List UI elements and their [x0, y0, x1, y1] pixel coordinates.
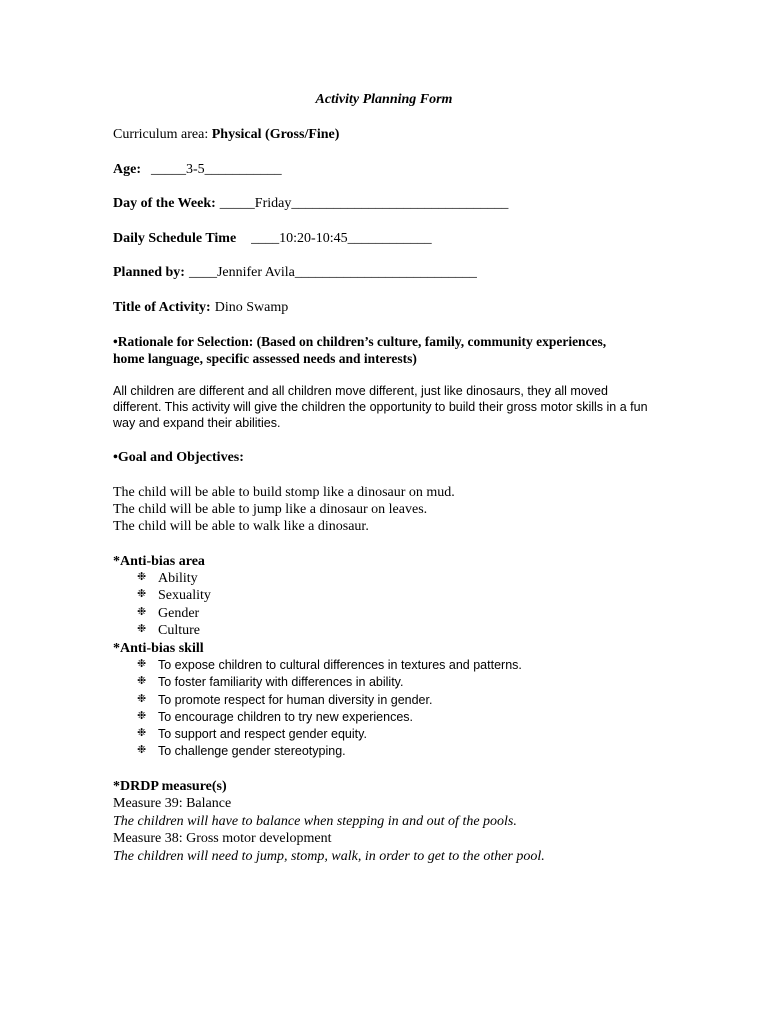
- list-item: ❉ Sexuality: [137, 588, 211, 604]
- list-item: ❉ To challenge gender stereotyping.: [137, 744, 346, 759]
- drdp-heading: *DRDP measure(s): [113, 779, 227, 794]
- bullet-icon: ❉: [137, 605, 147, 618]
- curriculum-area-label: Curriculum area:: [113, 127, 212, 142]
- anti-bias-skill-heading: *Anti-bias skill: [113, 641, 204, 656]
- list-item: ❉ Ability: [137, 571, 198, 586]
- drdp-measure-38: Measure 38: Gross motor development: [113, 831, 332, 846]
- list-item: ❉ To encourage children to try new experiences.: [137, 709, 414, 724]
- drdp-measure-38-description: The children will need to jump, stomp, walk, in order to get to the other pool.: [113, 849, 545, 864]
- age-line: [113, 161, 282, 178]
- planned-by-value: ____Jennifer Avila__________________________: [188, 265, 477, 280]
- goal-item: The child will be able to walk like a dinosaur.: [113, 519, 369, 534]
- planned-by-line: [113, 264, 477, 281]
- anti-bias-skill-list: [137, 657, 522, 761]
- planned-by-label: Planned by:: [113, 265, 185, 280]
- bullet-icon: ❉: [137, 588, 147, 601]
- curriculum-area-value: Physical (Gross/Fine): [211, 127, 340, 142]
- day-of-week-value: _____Friday_______________________________: [219, 196, 509, 211]
- list-item: ❉ To support and respect gender equity.: [137, 727, 367, 742]
- bullet-icon: ❉: [137, 744, 147, 757]
- schedule-time-line: [113, 230, 432, 247]
- rationale-text: All children are different and all children move different, just like dinosaurs, they all moved different. This activity will give the children the opportunity to build their gross motor skills in a fun way and expand their abilities.: [113, 384, 648, 430]
- list-item: ❉ Gender: [137, 605, 200, 621]
- list-item: ❉ Culture: [137, 622, 200, 638]
- bullet-icon: ❉: [137, 622, 147, 635]
- list-item: ❉ To foster familiarity with differences in ability.: [137, 675, 404, 690]
- rationale-heading-line2: home language, specific assessed needs and interests): [113, 351, 417, 366]
- anti-bias-area-heading: *Anti-bias area: [113, 554, 205, 569]
- bullet-icon: ❉: [137, 571, 147, 583]
- goal-item: The child will be able to build stomp like a dinosaur on mud.: [113, 485, 455, 500]
- schedule-time-label: Daily Schedule Time: [113, 231, 237, 246]
- goal-item: The child will be able to jump like a dinosaur on leaves.: [113, 502, 428, 517]
- rationale-heading-line1: •Rationale for Selection: (Based on children’s culture, family, community experiences,: [113, 334, 607, 349]
- drdp-measure-39-description: The children will have to balance when stepping in and out of the pools.: [113, 814, 517, 829]
- day-of-week-label: Day of the Week:: [113, 196, 216, 211]
- page-title: Activity Planning Form: [315, 92, 453, 107]
- list-item: ❉ To expose children to cultural differences in textures and patterns.: [137, 658, 522, 672]
- schedule-time-value: ____10:20-10:45____________: [251, 231, 432, 246]
- goals-heading: •Goal and Objectives:: [113, 450, 244, 465]
- drdp-measure-39: Measure 39: Balance: [113, 796, 232, 811]
- bullet-icon: ❉: [137, 675, 147, 688]
- anti-bias-area-list: [137, 570, 211, 639]
- day-of-week-line: [113, 195, 508, 212]
- bullet-icon: ❉: [137, 709, 147, 722]
- age-label: Age:: [113, 162, 141, 177]
- curriculum-area-line: [113, 126, 339, 143]
- age-value: _____3-5___________: [151, 162, 282, 177]
- activity-title-value: Dino Swamp: [214, 300, 289, 315]
- activity-title-label: Title of Activity:: [113, 300, 211, 315]
- list-item: ❉ To promote respect for human diversity in gender.: [137, 692, 433, 707]
- bullet-icon: ❉: [137, 658, 147, 670]
- bullet-icon: ❉: [137, 692, 147, 705]
- activity-title-line: [113, 299, 288, 316]
- bullet-icon: ❉: [137, 727, 147, 740]
